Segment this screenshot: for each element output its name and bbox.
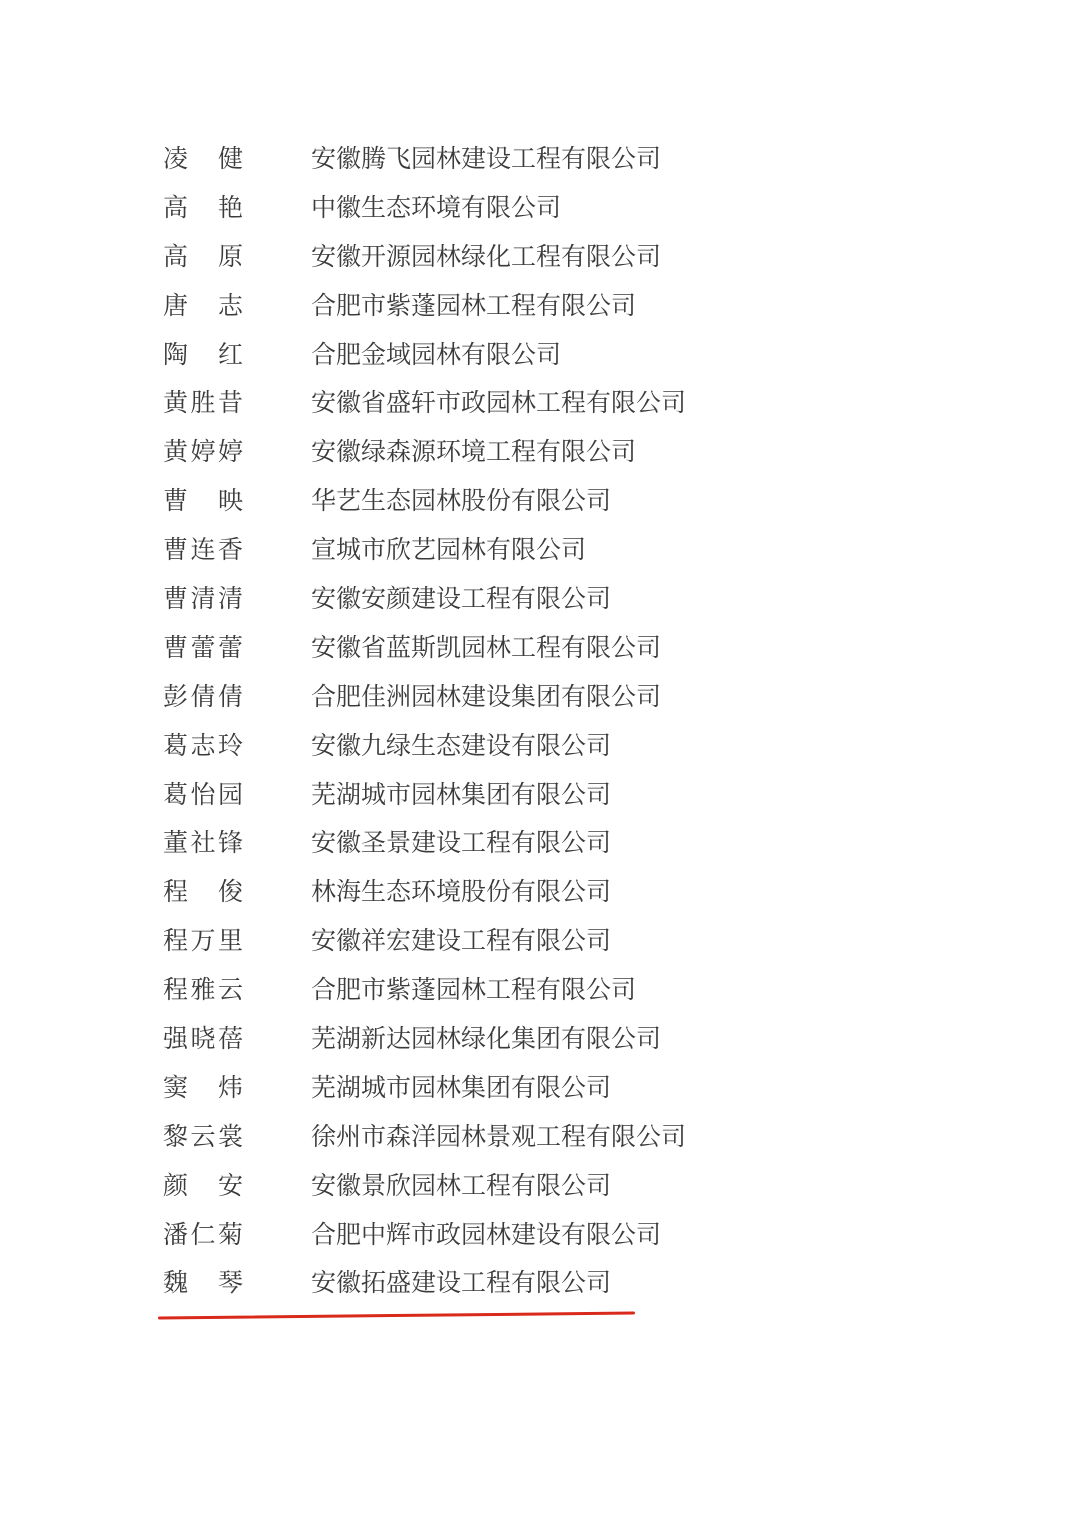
company-name: 安徽省盛轩市政园林工程有限公司 <box>311 390 687 418</box>
person-name: 葛志玲 <box>163 732 243 760</box>
person-name: 曹清清 <box>163 586 243 614</box>
company-name: 安徽绿森源环境工程有限公司 <box>311 439 637 467</box>
roster-row <box>163 478 963 527</box>
company-name: 合肥金域园林有限公司 <box>311 341 562 369</box>
red-underline-mark <box>158 1312 635 1320</box>
person-name: 唐志 <box>163 292 243 320</box>
roster-row <box>163 869 963 918</box>
person-name: 程俊 <box>163 879 243 907</box>
company-name: 安徽腾飞园林建设工程有限公司 <box>311 146 662 173</box>
person-name: 颜安 <box>163 1172 243 1200</box>
person-name: 强晓蓓 <box>163 1026 243 1054</box>
roster-row <box>163 332 963 381</box>
person-name: 潘仁菊 <box>163 1221 243 1249</box>
person-name: 黎云裳 <box>163 1123 243 1151</box>
company-name: 合肥市紫蓬园林工程有限公司 <box>311 977 637 1005</box>
roster-row <box>163 1212 963 1261</box>
person-name: 高原 <box>163 243 243 271</box>
roster-row <box>163 527 963 576</box>
company-name: 芜湖城市园林集团有限公司 <box>311 781 612 809</box>
roster-row <box>163 918 963 967</box>
roster-row <box>163 283 963 332</box>
roster-row <box>163 820 963 869</box>
person-name: 凌健 <box>163 146 243 173</box>
roster-row <box>163 674 963 723</box>
person-name: 葛怡园 <box>163 781 243 809</box>
company-name: 芜湖新达园林绿化集团有限公司 <box>311 1026 662 1054</box>
roster-row <box>163 1163 963 1212</box>
company-name: 安徽九绿生态建设有限公司 <box>311 732 612 760</box>
company-name: 安徽景欣园林工程有限公司 <box>311 1172 612 1200</box>
roster-row <box>163 429 963 478</box>
company-name: 安徽省蓝斯凯园林工程有限公司 <box>311 634 662 662</box>
roster-list <box>163 136 963 1309</box>
company-name: 安徽安颜建设工程有限公司 <box>311 586 612 614</box>
company-name: 宣城市欣艺园林有限公司 <box>311 537 587 565</box>
roster-row <box>163 967 963 1016</box>
person-name: 陶红 <box>163 341 243 369</box>
roster-row <box>163 576 963 625</box>
roster-row <box>163 723 963 772</box>
company-name: 中徽生态环境有限公司 <box>311 194 562 222</box>
company-name: 华艺生态园林股份有限公司 <box>311 488 612 516</box>
company-name: 安徽祥宏建设工程有限公司 <box>311 928 612 956</box>
company-name: 徐州市森洋园林景观工程有限公司 <box>311 1123 687 1151</box>
roster-row <box>163 1114 963 1163</box>
company-name: 林海生态环境股份有限公司 <box>311 879 612 907</box>
person-name: 曹连香 <box>163 537 243 565</box>
company-name: 合肥中辉市政园林建设有限公司 <box>311 1221 662 1249</box>
person-name: 程雅云 <box>163 977 243 1005</box>
person-name: 程万里 <box>163 928 243 956</box>
person-name: 窦炜 <box>163 1074 243 1102</box>
company-name: 安徽圣景建设工程有限公司 <box>311 830 612 858</box>
roster-row <box>163 1260 963 1309</box>
roster-row <box>163 380 963 429</box>
roster-row <box>163 185 963 234</box>
person-name: 董社锋 <box>163 830 243 858</box>
company-name: 安徽拓盛建设工程有限公司 <box>311 1270 612 1298</box>
person-name: 魏琴 <box>163 1270 243 1298</box>
person-name: 高艳 <box>163 194 243 222</box>
company-name: 芜湖城市园林集团有限公司 <box>311 1074 612 1102</box>
roster-row <box>163 772 963 821</box>
person-name: 曹映 <box>163 488 243 516</box>
person-name: 黄胜昔 <box>163 390 243 418</box>
person-name: 曹蕾蕾 <box>163 634 243 662</box>
person-name: 彭倩倩 <box>163 683 243 711</box>
roster-row <box>163 234 963 283</box>
roster-row <box>163 1016 963 1065</box>
roster-row <box>163 625 963 674</box>
company-name: 合肥市紫蓬园林工程有限公司 <box>311 292 637 320</box>
roster-row <box>163 1065 963 1114</box>
company-name: 安徽开源园林绿化工程有限公司 <box>311 243 662 271</box>
company-name: 合肥佳洲园林建设集团有限公司 <box>311 683 662 711</box>
roster-row <box>163 136 963 185</box>
person-name: 黄婷婷 <box>163 439 243 467</box>
